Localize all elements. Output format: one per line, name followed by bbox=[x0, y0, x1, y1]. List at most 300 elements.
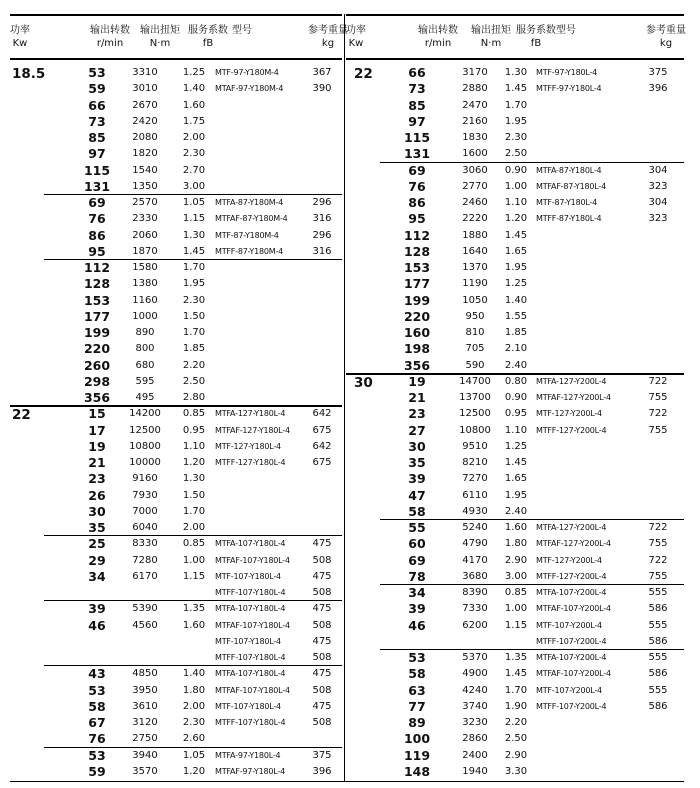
speed-cell: 67 bbox=[88, 715, 106, 730]
table-row bbox=[346, 536, 684, 552]
torque-cell: 10800 bbox=[459, 424, 491, 436]
torque-cell: 5390 bbox=[132, 603, 158, 615]
service-factor-cell: 1.10 bbox=[182, 440, 206, 452]
service-factor-cell: 2.30 bbox=[182, 148, 206, 160]
weight-cell: 642 bbox=[312, 408, 332, 420]
table-row bbox=[346, 293, 684, 309]
weight-cell: 375 bbox=[648, 67, 668, 78]
service-factor-cell: 1.60 bbox=[182, 99, 206, 111]
weight-cell: 555 bbox=[648, 587, 668, 598]
model-cell: MTFAF-127-Y200L-4 bbox=[536, 539, 611, 549]
table-row bbox=[346, 309, 684, 325]
col-header-speed-cn: 输出转数 bbox=[418, 25, 458, 36]
torque-cell: 705 bbox=[465, 343, 485, 355]
service-factor-cell: 2.60 bbox=[182, 733, 206, 745]
model-cell: MTFF-107-Y200L-4 bbox=[536, 701, 607, 711]
model-cell: MTFF-107-Y200L-4 bbox=[536, 636, 607, 646]
speed-cell: 21 bbox=[88, 455, 106, 470]
table-row bbox=[346, 179, 684, 195]
model-cell: MTFF-87-Y180M-4 bbox=[215, 246, 284, 256]
speed-cell: 95 bbox=[408, 211, 426, 227]
weight-cell: 508 bbox=[312, 587, 332, 598]
service-factor-cell: 1.80 bbox=[504, 538, 528, 550]
service-factor-cell: 1.15 bbox=[182, 213, 206, 225]
speed-cell: 23 bbox=[408, 406, 426, 422]
service-factor-cell: 0.90 bbox=[504, 164, 528, 176]
speed-cell: 128 bbox=[403, 243, 431, 259]
table-row bbox=[346, 471, 684, 487]
col-header-power-unit: Kw bbox=[348, 38, 364, 49]
table-row bbox=[346, 439, 684, 455]
weight-cell: 508 bbox=[312, 684, 332, 696]
speed-cell: 59 bbox=[88, 763, 106, 779]
speed-cell: 26 bbox=[88, 487, 106, 503]
weight-cell: 722 bbox=[648, 554, 668, 566]
torque-cell: 1820 bbox=[132, 148, 158, 160]
speed-cell: 53 bbox=[88, 682, 106, 698]
torque-cell: 3170 bbox=[462, 67, 488, 78]
torque-cell: 1830 bbox=[462, 132, 488, 143]
top-rule bbox=[10, 14, 342, 16]
service-factor-cell: 2.90 bbox=[504, 554, 528, 566]
table-row bbox=[346, 276, 684, 292]
weight-cell: 323 bbox=[648, 213, 668, 225]
service-factor-cell: 1.00 bbox=[504, 603, 528, 615]
torque-cell: 1050 bbox=[462, 294, 488, 306]
table-row bbox=[10, 81, 342, 97]
torque-cell: 5240 bbox=[462, 522, 488, 533]
table-row bbox=[10, 471, 342, 487]
torque-cell: 10800 bbox=[129, 440, 161, 452]
speed-cell: 19 bbox=[408, 373, 426, 389]
service-factor-cell: 1.40 bbox=[504, 294, 528, 306]
speed-cell: 53 bbox=[88, 65, 106, 80]
table-row bbox=[10, 731, 342, 747]
service-factor-cell: 1.45 bbox=[504, 229, 528, 241]
model-cell: MTF-107-Y180L-4 bbox=[215, 701, 281, 711]
table-row bbox=[346, 195, 684, 211]
weight-cell: 304 bbox=[648, 197, 668, 208]
service-factor-cell: 0.85 bbox=[504, 587, 528, 598]
weight-cell: 316 bbox=[312, 213, 332, 225]
weight-cell: 555 bbox=[648, 684, 668, 696]
table-row bbox=[10, 406, 342, 422]
service-factor-cell: 2.00 bbox=[182, 132, 206, 143]
col-header-factor bbox=[516, 24, 556, 50]
speed-cell: 59 bbox=[88, 81, 106, 97]
model-cell: MTF-107-Y200L-4 bbox=[536, 685, 602, 695]
torque-cell: 8210 bbox=[462, 457, 488, 468]
torque-cell: 4790 bbox=[462, 538, 488, 550]
header-rule bbox=[10, 58, 342, 60]
table-row bbox=[346, 390, 684, 406]
service-factor-cell: 1.45 bbox=[504, 457, 528, 468]
weight-cell: 475 bbox=[312, 538, 332, 550]
torque-cell: 2750 bbox=[132, 733, 158, 745]
service-factor-cell: 1.80 bbox=[182, 684, 206, 696]
weight-cell: 586 bbox=[648, 603, 668, 615]
table-row bbox=[10, 601, 342, 617]
speed-cell: 131 bbox=[403, 146, 431, 162]
service-factor-cell: 0.95 bbox=[504, 408, 528, 420]
torque-cell: 2570 bbox=[132, 197, 158, 208]
col-header-weight-unit: kg bbox=[321, 38, 335, 49]
torque-cell: 4560 bbox=[132, 619, 158, 631]
torque-cell: 3120 bbox=[132, 717, 158, 728]
weight-cell: 475 bbox=[312, 668, 332, 680]
speed-cell: 76 bbox=[88, 211, 106, 227]
speed-cell: 112 bbox=[403, 227, 431, 243]
service-factor-cell: 0.85 bbox=[182, 408, 206, 420]
table-row bbox=[346, 146, 684, 162]
torque-cell: 2400 bbox=[462, 749, 488, 761]
model-cell: MTF-97-Y180M-4 bbox=[215, 68, 279, 77]
table-row bbox=[346, 553, 684, 569]
model-cell: MTFF-127-Y200L-4 bbox=[536, 425, 607, 435]
table-row bbox=[346, 81, 684, 97]
model-cell: MTFA-107-Y200L-4 bbox=[536, 653, 607, 662]
torque-cell: 9160 bbox=[132, 473, 158, 485]
service-factor-cell: 2.00 bbox=[182, 522, 206, 533]
service-factor-cell: 2.80 bbox=[182, 392, 206, 403]
service-factor-cell: 1.55 bbox=[504, 310, 528, 322]
weight-cell: 675 bbox=[312, 457, 332, 468]
col-header-torque-cn: 输出扭矩 bbox=[140, 25, 180, 36]
table-row bbox=[346, 358, 684, 374]
table-row bbox=[346, 374, 684, 390]
speed-cell: 198 bbox=[403, 341, 431, 357]
col-header-factor bbox=[188, 24, 228, 50]
table-row bbox=[10, 650, 342, 666]
table-row bbox=[10, 439, 342, 455]
torque-cell: 3610 bbox=[132, 700, 158, 712]
weight-cell: 323 bbox=[648, 180, 668, 192]
table-row bbox=[346, 715, 684, 731]
service-factor-cell: 1.30 bbox=[504, 67, 528, 78]
weight-cell: 755 bbox=[648, 570, 668, 582]
model-cell: MTF-127-Y180L-4 bbox=[215, 441, 281, 451]
model-cell: MTFA-97-Y180L-4 bbox=[215, 750, 281, 760]
service-factor-cell: 2.50 bbox=[504, 148, 528, 160]
torque-cell: 1540 bbox=[132, 164, 158, 176]
service-factor-cell: 1.15 bbox=[182, 570, 206, 582]
table-row bbox=[346, 699, 684, 715]
col-header-power-unit: Kw bbox=[12, 38, 28, 49]
speed-cell: 15 bbox=[88, 406, 106, 422]
speed-cell: 66 bbox=[88, 97, 106, 113]
service-factor-cell: 0.90 bbox=[504, 392, 528, 403]
col-header-model-cn: 型号 bbox=[556, 25, 576, 36]
torque-cell: 2880 bbox=[462, 83, 488, 95]
torque-cell: 13700 bbox=[459, 392, 491, 403]
service-factor-cell: 0.95 bbox=[182, 424, 206, 436]
speed-cell: 69 bbox=[88, 195, 106, 210]
col-header-speed-cn: 输出转数 bbox=[90, 25, 130, 36]
weight-cell: 555 bbox=[648, 652, 668, 663]
speed-cell: 220 bbox=[83, 341, 111, 357]
model-cell: MTFF-127-Y200L-4 bbox=[536, 571, 607, 581]
col-header-factor-unit: fB bbox=[202, 38, 214, 49]
torque-cell: 2670 bbox=[132, 99, 158, 111]
model-cell: MTFAF-87-Y180L-4 bbox=[536, 181, 606, 191]
service-factor-cell: 1.45 bbox=[182, 245, 206, 257]
col-header-power-cn: 功率 bbox=[10, 25, 30, 36]
service-factor-cell: 1.25 bbox=[504, 278, 528, 290]
service-factor-cell: 1.30 bbox=[182, 473, 206, 485]
service-factor-cell: 1.85 bbox=[504, 327, 528, 338]
service-factor-cell: 0.85 bbox=[182, 538, 206, 550]
torque-cell: 3060 bbox=[462, 164, 488, 176]
service-factor-cell: 1.95 bbox=[504, 489, 528, 501]
torque-cell: 4930 bbox=[462, 505, 488, 517]
weight-cell: 475 bbox=[312, 603, 332, 615]
col-header-torque bbox=[140, 24, 180, 50]
table-row bbox=[346, 634, 684, 650]
model-cell: MTF-107-Y180L-4 bbox=[215, 571, 281, 581]
model-cell: MTF-107-Y200L-4 bbox=[536, 620, 602, 630]
table-row bbox=[346, 764, 684, 780]
col-header-model bbox=[232, 24, 252, 37]
power-label: 22 bbox=[354, 66, 373, 82]
torque-cell: 2470 bbox=[462, 99, 488, 111]
torque-cell: 4170 bbox=[462, 554, 488, 566]
speed-cell: 128 bbox=[83, 276, 111, 292]
service-factor-cell: 2.20 bbox=[182, 359, 206, 371]
table-row bbox=[10, 585, 342, 601]
table-row bbox=[346, 488, 684, 504]
table-row bbox=[10, 260, 342, 276]
model-cell: MTF-87-Y180L-4 bbox=[536, 198, 598, 207]
col-header-torque-unit: N·m bbox=[149, 38, 171, 49]
weight-cell: 296 bbox=[312, 197, 332, 208]
service-factor-cell: 1.25 bbox=[504, 440, 528, 452]
model-cell: MTFA-87-Y180M-4 bbox=[215, 198, 283, 207]
torque-cell: 7000 bbox=[132, 505, 158, 517]
table-row bbox=[10, 536, 342, 552]
service-factor-cell: 1.65 bbox=[504, 473, 528, 485]
speed-cell: 86 bbox=[88, 227, 106, 243]
service-factor-cell: 1.70 bbox=[504, 684, 528, 696]
weight-cell: 586 bbox=[648, 700, 668, 712]
torque-cell: 2220 bbox=[462, 213, 488, 225]
torque-cell: 3740 bbox=[462, 700, 488, 712]
service-factor-cell: 1.35 bbox=[182, 603, 206, 615]
weight-cell: 508 bbox=[312, 619, 332, 631]
service-factor-cell: 1.30 bbox=[182, 229, 206, 241]
torque-cell: 3230 bbox=[462, 717, 488, 728]
weight-cell: 396 bbox=[648, 83, 668, 95]
weight-cell: 508 bbox=[312, 554, 332, 566]
service-factor-cell: 2.70 bbox=[182, 164, 206, 176]
torque-cell: 3310 bbox=[132, 67, 158, 78]
bottom-rule bbox=[10, 781, 684, 782]
col-header-speed-unit: r/min bbox=[96, 38, 124, 49]
model-cell: MTFF-107-Y180L-4 bbox=[215, 653, 286, 662]
model-cell: MTF-127-Y200L-4 bbox=[536, 555, 602, 565]
speed-cell: 25 bbox=[88, 536, 106, 552]
service-factor-cell: 1.90 bbox=[504, 700, 528, 712]
service-factor-cell: 1.95 bbox=[504, 115, 528, 127]
col-header-power bbox=[346, 24, 366, 50]
torque-cell: 2460 bbox=[462, 197, 488, 208]
speed-cell: 112 bbox=[83, 260, 111, 275]
service-factor-cell: 1.70 bbox=[504, 99, 528, 111]
model-cell: MTF-107-Y180L-4 bbox=[215, 636, 281, 646]
model-cell: MTFAF-107-Y180L-4 bbox=[215, 685, 290, 695]
speed-cell: 89 bbox=[408, 715, 426, 730]
table-row bbox=[346, 260, 684, 276]
table-row bbox=[10, 65, 342, 81]
speed-cell: 356 bbox=[403, 357, 431, 373]
model-cell: MTFA-127-Y200L-4 bbox=[536, 376, 607, 386]
table-row bbox=[10, 374, 342, 390]
model-cell: MTFA-107-Y180L-4 bbox=[215, 604, 286, 614]
weight-cell: 722 bbox=[648, 522, 668, 533]
service-factor-cell: 1.70 bbox=[182, 327, 206, 338]
table-row bbox=[346, 114, 684, 130]
service-factor-cell: 1.05 bbox=[182, 197, 206, 208]
table-row bbox=[10, 666, 342, 682]
torque-cell: 3940 bbox=[132, 749, 158, 761]
speed-cell: 260 bbox=[83, 357, 111, 373]
speed-cell: 177 bbox=[403, 276, 431, 292]
table-row bbox=[10, 293, 342, 309]
torque-cell: 1870 bbox=[132, 245, 158, 257]
torque-cell: 3010 bbox=[132, 83, 158, 95]
speed-cell: 46 bbox=[88, 617, 106, 633]
service-factor-cell: 1.85 bbox=[182, 343, 206, 355]
torque-cell: 950 bbox=[465, 310, 485, 322]
torque-cell: 14200 bbox=[129, 408, 161, 420]
weight-cell: 508 bbox=[312, 652, 332, 663]
speed-cell: 34 bbox=[408, 585, 426, 600]
col-header-speed bbox=[90, 24, 130, 50]
speed-cell: 86 bbox=[408, 195, 426, 210]
col-header-factor-cn: 服务系数 bbox=[188, 25, 228, 36]
table-row bbox=[10, 618, 342, 634]
model-cell: MTFA-107-Y180L-4 bbox=[215, 669, 286, 679]
model-cell: MTFAF-107-Y180L-4 bbox=[215, 555, 290, 565]
torque-cell: 1350 bbox=[132, 180, 158, 192]
torque-cell: 6170 bbox=[132, 570, 158, 582]
torque-cell: 8330 bbox=[132, 538, 158, 550]
speed-cell: 119 bbox=[403, 747, 431, 763]
speed-cell: 30 bbox=[88, 503, 106, 519]
torque-cell: 3570 bbox=[132, 765, 158, 777]
service-factor-cell: 2.40 bbox=[504, 359, 528, 371]
speed-cell: 95 bbox=[88, 243, 106, 259]
torque-cell: 5370 bbox=[462, 652, 488, 663]
col-header-power bbox=[10, 24, 30, 50]
table-row bbox=[10, 504, 342, 520]
weight-cell: 642 bbox=[312, 440, 332, 452]
weight-cell: 508 bbox=[312, 717, 332, 728]
torque-cell: 1380 bbox=[132, 278, 158, 290]
service-factor-cell: 2.90 bbox=[504, 749, 528, 761]
torque-cell: 12500 bbox=[459, 408, 491, 420]
table-row bbox=[10, 179, 342, 195]
table-row bbox=[346, 569, 684, 585]
col-header-weight-unit: kg bbox=[659, 38, 673, 49]
torque-cell: 2160 bbox=[462, 115, 488, 127]
speed-cell: 160 bbox=[403, 325, 431, 340]
speed-cell: 30 bbox=[408, 438, 426, 454]
speed-cell: 85 bbox=[408, 97, 426, 113]
table-row bbox=[10, 211, 342, 227]
model-cell: MTFA-107-Y180L-4 bbox=[215, 539, 286, 549]
torque-cell: 6110 bbox=[462, 489, 488, 501]
model-cell: MTFAF-87-Y180M-4 bbox=[215, 214, 288, 224]
catalog-page bbox=[10, 14, 684, 784]
table-row bbox=[346, 585, 684, 601]
torque-cell: 7330 bbox=[462, 603, 488, 615]
table-row bbox=[10, 683, 342, 699]
service-factor-cell: 1.95 bbox=[504, 262, 528, 273]
torque-cell: 12500 bbox=[129, 424, 161, 436]
speed-cell: 97 bbox=[88, 146, 106, 162]
power-label: 22 bbox=[12, 407, 31, 424]
service-factor-cell: 1.60 bbox=[504, 522, 528, 533]
torque-cell: 6200 bbox=[462, 619, 488, 631]
service-factor-cell: 2.20 bbox=[504, 717, 528, 728]
model-cell: MTFAF-107-Y200L-4 bbox=[536, 669, 611, 679]
weight-cell: 367 bbox=[312, 67, 332, 78]
torque-cell: 3680 bbox=[462, 570, 488, 582]
torque-cell: 6040 bbox=[132, 522, 158, 533]
speed-cell: 153 bbox=[83, 292, 111, 308]
torque-cell: 800 bbox=[135, 343, 155, 355]
table-row bbox=[346, 130, 684, 146]
table-row bbox=[10, 341, 342, 357]
table-row bbox=[10, 520, 342, 536]
model-cell: MTFF-87-Y180L-4 bbox=[536, 214, 602, 224]
power-label: 30 bbox=[354, 374, 373, 391]
service-factor-cell: 1.20 bbox=[504, 213, 528, 225]
col-header-model-cn: 型号 bbox=[232, 25, 252, 36]
col-header-torque-unit: N·m bbox=[480, 38, 502, 49]
service-factor-cell: 1.70 bbox=[182, 505, 206, 517]
table-row bbox=[10, 358, 342, 374]
table-row bbox=[10, 325, 342, 341]
speed-cell: 58 bbox=[408, 503, 426, 519]
speed-cell: 76 bbox=[408, 178, 426, 194]
col-header-factor-cn: 服务系数 bbox=[516, 25, 556, 36]
speed-cell: 66 bbox=[408, 65, 426, 80]
model-cell: MTFAF-127-Y200L-4 bbox=[536, 393, 611, 402]
weight-cell: 755 bbox=[648, 424, 668, 436]
speed-cell: 63 bbox=[408, 682, 426, 698]
speed-cell: 97 bbox=[408, 113, 426, 129]
model-cell: MTF-97-Y180L-4 bbox=[536, 68, 598, 77]
weight-cell: 475 bbox=[312, 635, 332, 647]
weight-cell: 755 bbox=[648, 538, 668, 550]
speed-cell: 58 bbox=[408, 666, 426, 682]
service-factor-cell: 1.25 bbox=[182, 67, 206, 78]
model-cell: MTFA-87-Y180L-4 bbox=[536, 165, 602, 175]
col-header-speed bbox=[418, 24, 458, 50]
speed-cell: 19 bbox=[88, 438, 106, 454]
service-factor-cell: 2.40 bbox=[504, 505, 528, 517]
table-row bbox=[10, 488, 342, 504]
service-factor-cell: 1.45 bbox=[504, 83, 528, 95]
speed-cell: 35 bbox=[408, 455, 426, 470]
speed-cell: 199 bbox=[403, 292, 431, 308]
speed-cell: 199 bbox=[83, 325, 111, 340]
table-row bbox=[10, 569, 342, 585]
torque-cell: 2330 bbox=[132, 213, 158, 225]
service-factor-cell: 1.70 bbox=[182, 262, 206, 273]
torque-cell: 1640 bbox=[462, 245, 488, 257]
